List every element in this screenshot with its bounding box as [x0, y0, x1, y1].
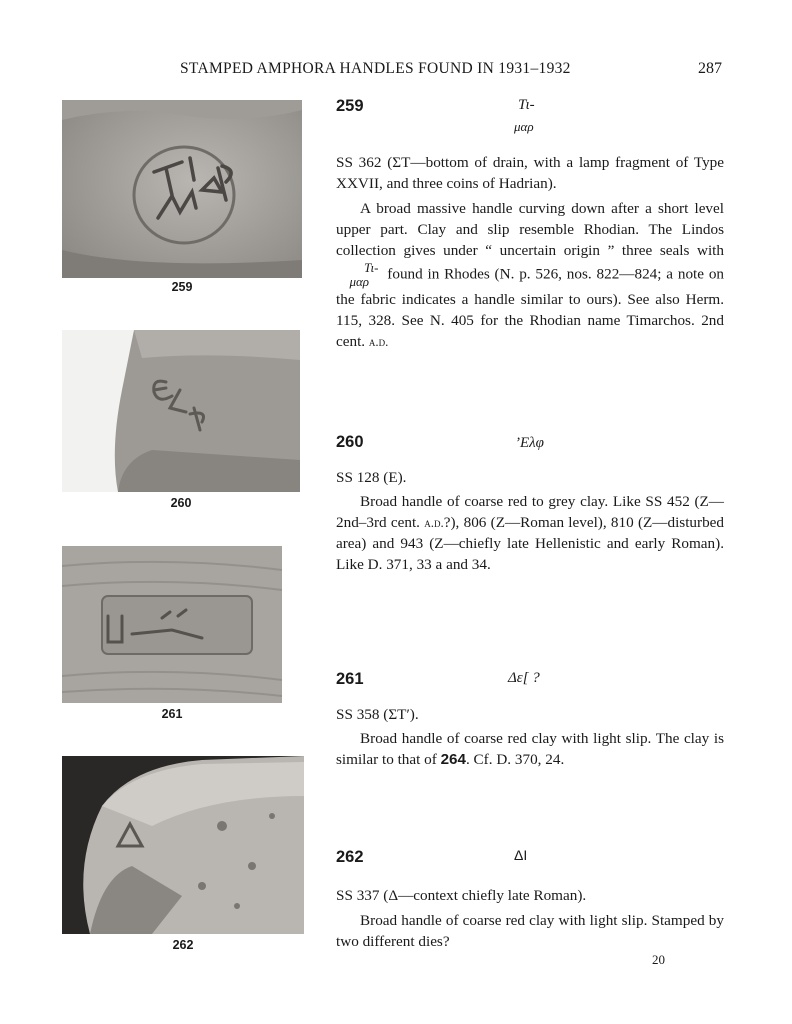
stamp-legend-262: ΔΙ	[514, 847, 528, 863]
stamp-legend-261: Δε[ ?	[508, 670, 540, 686]
findspot-262: SS 337 (Δ—context chiefly late Roman).	[336, 887, 587, 904]
running-header	[0, 60, 792, 82]
cross-reference-264: 264	[440, 751, 466, 768]
page-number: 287	[698, 60, 722, 77]
findspot-260: SS 128 (E).	[336, 469, 407, 486]
photo-handle-262	[62, 756, 304, 934]
stamp-legend-259-line2: μαρ	[514, 119, 534, 134]
photo-handle-261	[62, 546, 282, 703]
description-260: Broad handle of coarse red to grey clay. Like SS 452 (Z—2nd–3rd cent. a.d.?), 806 (Z—Roman level), 810 (Z—disturbed area) and 943 (Z—chiefly late Hellenistic and early Roman). Like D. 371, 33 a and 34.	[336, 493, 725, 573]
findspot-261: SS 358 (ΣΤ′).	[336, 706, 419, 723]
caption-262: 262	[172, 938, 194, 952]
stamp-legend-260: ’Ελφ	[515, 435, 544, 451]
inline-legend-259: Τι- μαρ	[349, 260, 379, 289]
photo-handle-260	[62, 330, 300, 492]
photo-handle-259	[62, 100, 302, 278]
caption-259: 259	[171, 280, 193, 294]
running-title: STAMPED AMPHORA HANDLES FOUND IN 1931–1932	[180, 60, 571, 77]
entry-number-262: 262	[336, 848, 364, 866]
description-261: Broad handle of coarse red clay with light slip. The clay is similar to that of 264. Cf. D. 370, 24.	[336, 730, 724, 768]
caption-261: 261	[161, 707, 183, 721]
entry-number-259: 259	[336, 97, 364, 115]
caption-260: 260	[170, 496, 192, 510]
entry-number-260: 260	[336, 433, 364, 451]
description-262: Broad handle of coarse red clay with light slip. Stamped by two different dies?	[336, 912, 724, 950]
stamp-legend-259-line1: Τι-	[518, 97, 535, 113]
description-259: A broad massive handle curving down after a short level upper part. Clay and slip resemble Rhodian. The Lindos collection gives under “ uncertain origin ” three seals with Τι- μαρ found in Rhodes (N. p. 526, nos. 822—824; a note on the fabric indicates a handle similar to ours). See also Herm. 115, 328. See N. 405 for the Rhodian name Timarchos. 2nd cent. a.d.	[336, 200, 725, 350]
findspot-259: SS 362 (ΣΤ—bottom of drain, with a lamp fragment of Type XXVII, and three coins of Hadrian).	[336, 154, 724, 192]
signature-mark: 20	[652, 952, 665, 967]
entry-number-261: 261	[336, 670, 364, 688]
